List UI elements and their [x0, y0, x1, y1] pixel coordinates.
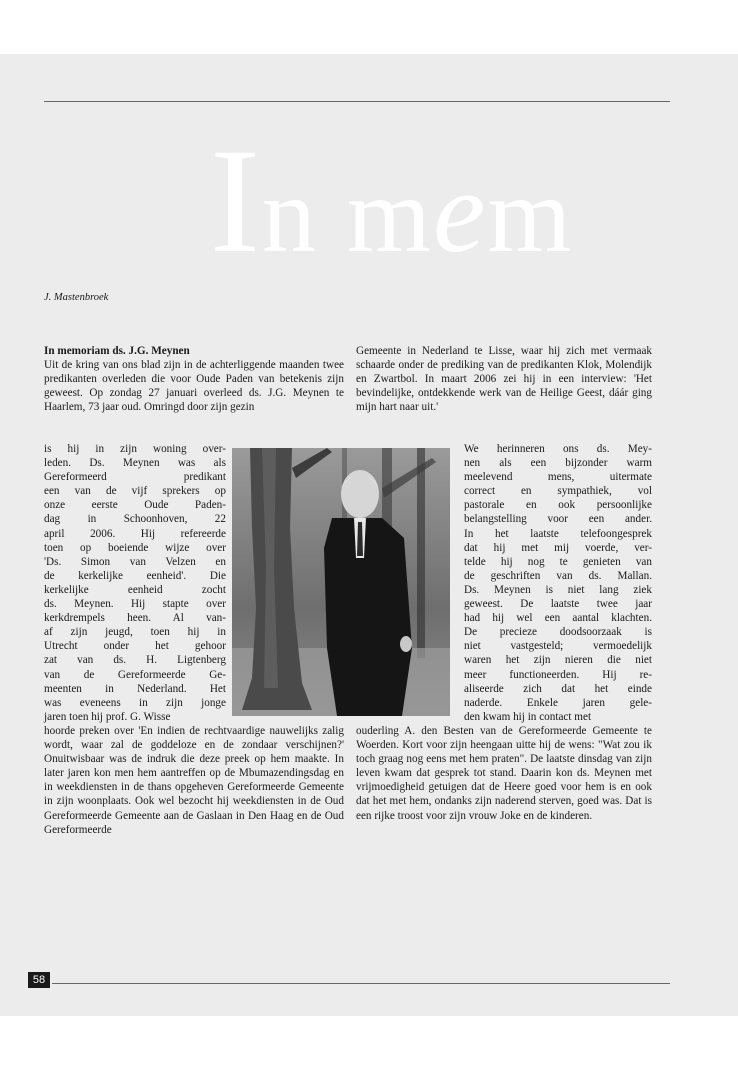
left-narrow-line: kerkelijke eenheid zocht: [44, 583, 226, 596]
decorative-title: [210, 118, 574, 291]
left-narrow-line: kerkdrempels heen. Al van-: [44, 612, 226, 625]
right-narrow-line: nen als een bijzonder warm: [464, 457, 652, 470]
right-narrow-line: belangstelling voor een ander.: [464, 513, 652, 526]
left-narrow-line: Gereformeerd predikant: [44, 471, 226, 484]
left-narrow-line: is hij in zijn woning over-: [44, 443, 226, 455]
title-part-5: m: [487, 156, 574, 275]
right-narrow-line: den kwam hij in contact met: [464, 710, 592, 723]
right-narrow-line: correct en sympathiek, vol: [464, 485, 652, 498]
title-part-1: I: [210, 118, 262, 284]
right-narrow-line: geweest. De laatste twee jaar: [464, 598, 652, 611]
right-narrow-line: In het laatste telefoongesprek: [464, 527, 652, 540]
magazine-page: [0, 54, 738, 1016]
top-rule: [44, 101, 670, 102]
left-narrow-line: 'Ds. Simon van Velzen en: [44, 555, 226, 568]
author-name: J. Mastenbroek: [44, 292, 109, 303]
bottom-rule: [52, 983, 670, 984]
right-narrow-line: waren het zijn nieren die niet: [464, 654, 652, 667]
right-narrow-line: naderde. Enkele jaren gele-: [464, 696, 652, 709]
right-narrow-line: de geschriften van ds. Mallan.: [464, 569, 652, 582]
left-narrow-line: de kerkelijke eenheid'. Die: [44, 569, 226, 582]
left-narrow-line: jaren toen hij prof. G. Wisse: [44, 710, 171, 723]
right-column-narrow: [464, 442, 652, 724]
right-narrow-line: dat hij met mij voerde, ver-: [464, 541, 652, 554]
left-narrow-line: leden. Ds. Meynen was als: [44, 457, 226, 470]
left-narrow-line: van de Gereformeerde Ge-: [44, 668, 226, 681]
right-column-bottom: [356, 724, 652, 823]
right-narrow-line: Ds. Meynen is niet lang ziek: [464, 583, 652, 596]
right-narrow-line: meelevend mens, uitermate: [464, 471, 652, 484]
left-narrow-line: ds. Meynen. Hij stapte over: [44, 598, 226, 611]
left-narrow-line: af zijn jeugd, toen hij in: [44, 626, 226, 639]
left-narrow-line: een van de vijf sprekers op: [44, 485, 226, 498]
article-heading: In memoriam ds. J.G. Meynen: [44, 345, 190, 357]
right-narrow-line: niet vastgesteld; vermoedelijk: [464, 640, 652, 653]
left-narrow-line: Utrecht onder het gehoor: [44, 640, 226, 653]
portrait-illustration: [232, 448, 450, 716]
left-narrow-line: april 2006. Hij refereerde: [44, 527, 226, 540]
left-narrow-line: was eveneens in zijn jonge: [44, 696, 226, 709]
left-narrow-line: zat van ds. H. Ligtenberg: [44, 654, 226, 667]
left-narrow-line: dag in Schoonhoven, 22: [44, 513, 226, 526]
right-narrow-line: De precieze doodsoorzaak is: [464, 626, 652, 639]
left-narrow-line: meenten in Nederland. Het: [44, 682, 226, 695]
title-part-4: e: [432, 146, 488, 277]
left-narrow-line: onze eerste Oude Paden-: [44, 499, 226, 512]
left-column-narrow: [44, 442, 226, 724]
right-narrow-line: pastorale en ook persoonlijke: [464, 499, 652, 512]
right-column-top: [356, 344, 652, 414]
right-narrow-line: aliseerde zich dat het einde: [464, 682, 652, 695]
page-number: 58: [28, 972, 50, 988]
left-paragraph-top: Uit de kring van ons blad zijn in de achterliggende maanden twee predikanten overleden die voor Oude Paden van betekenis zijn geweest. Op zondag 27 januari overleed ds. J.G. Meynen te Haarlem, 73 jaar oud. Omringd door zijn gezin: [44, 359, 344, 414]
left-paragraph-bottom: hoorde preken over 'En indien de rechtvaardige nauwelijks zalig wordt, waar zal de goddeloze en de zondaar verschijnen?' Onuitwisbaar was de indruk die deze preek op hem maakte. In later jaren kon men hem aantreffen op de Mbumazendingsdag en in weekdiensten in de thans opgeheven Gereformeerde Gemeente in zijn woonplaats. Ook wel bezocht hij weekdiensten in de Oud Gereformeerde Gemeente aan de Gaslaan in Den Haag en de Oud Gereformeerde: [44, 725, 344, 836]
title-part-3: m: [346, 156, 433, 275]
right-narrow-line: telde hij nog te genieten van: [464, 555, 652, 568]
portrait-photo: [232, 448, 450, 716]
left-column-bottom: [44, 724, 344, 837]
right-narrow-line: had hij wel een aantal klachten.: [464, 612, 652, 625]
right-narrow-line: We herinneren ons ds. Mey-: [464, 443, 652, 455]
left-narrow-line: toen op boeiende wijze over: [44, 541, 226, 554]
right-paragraph-top: Gemeente in Nederland te Lisse, waar hij zich met vermaak schaarde onder de prediking van de predikanten Klok, Molendijk en Zwartbol. In maart 2006 zei hij in een interview: 'Het bevindelijke, ontdekkende werk van de Heilige Geest, dáár ging mijn hart naar uit.': [356, 345, 652, 414]
right-narrow-line: meer functioneerden. Hij re-: [464, 668, 652, 681]
left-column-top: [44, 344, 344, 414]
right-paragraph-bottom: ouderling A. den Besten van de Gereformeerde Gemeente te Woerden. Kort voor zijn heengaan uitte hij de wens: "Wat zou ik toch graag nog eens met hem praten". De laatste dinsdag van zijn leven kwam dat gesprek tot stand. Daarin kon ds. Meynen met vrijmoedigheid getuigen dat de Heere goed voor hem is en ook dat het met hem, ondanks zijn naderend sterven, goed was. Dat is een rijke troost voor zijn vrouw Joke en de kinderen.: [356, 725, 652, 822]
title-part-2: n: [261, 156, 347, 275]
